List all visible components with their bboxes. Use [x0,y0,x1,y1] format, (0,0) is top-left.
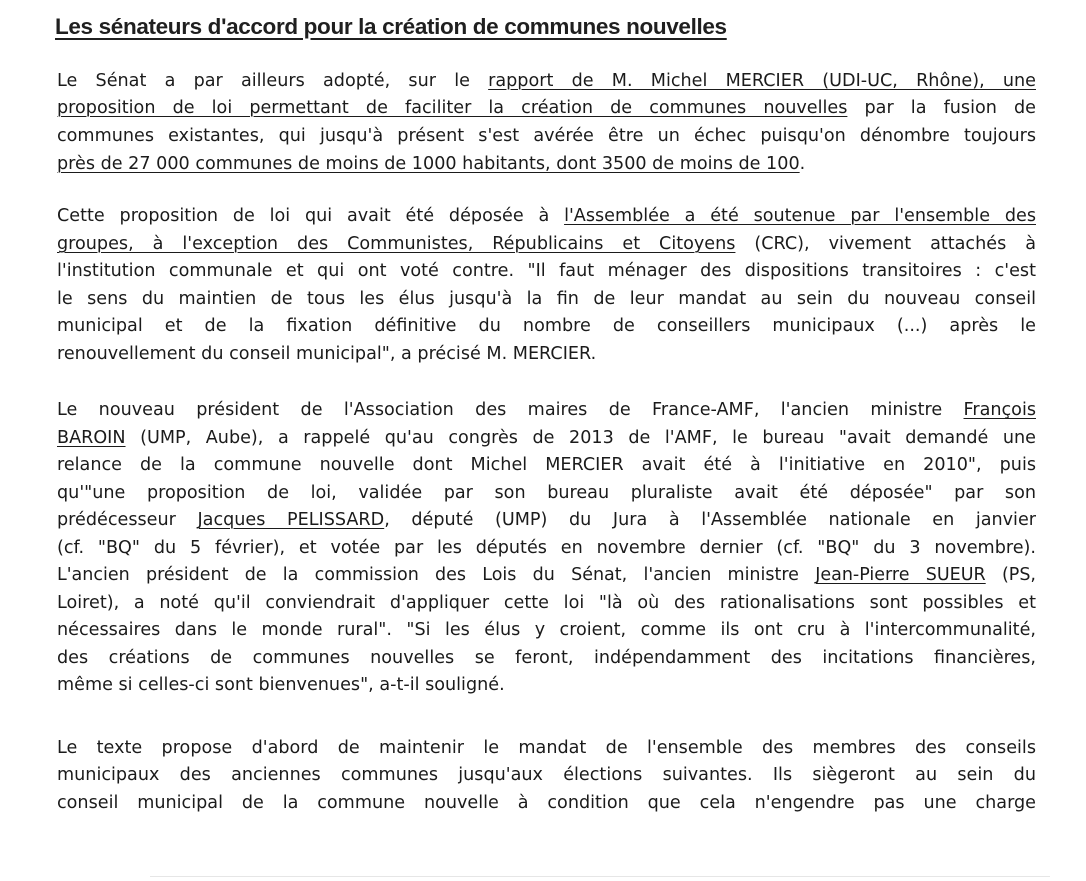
text-line: groupes, à l'exception des Communistes, Républicains et Citoyens (CRC), vivement attachés à [57,234,1036,254]
text-line: communes existantes, qui jusqu'à présent s'est avérée être un échec puisqu'on dénombre toujours [57,126,1036,146]
underlined-text: l'Assemblée a été soutenue par l'ensemble des [564,206,1036,226]
text-line: L'ancien président de la commission des Lois du Sénat, l'ancien ministre Jean-Pierre SUEUR (PS, [57,565,1036,585]
text-line: qu'"une proposition de loi, validée par son bureau pluraliste avait été déposée" par son [57,483,1036,503]
text-line: l'institution communale et qui ont voté contre. "Il faut ménager des dispositions transitoires : c'est [57,261,1036,281]
text-line: prédécesseur Jacques PELISSARD, député (UMP) du Jura à l'Assemblée nationale en janvier [57,510,1036,530]
text-line: Loiret), a noté qu'il conviendrait d'appliquer cette loi "là où des rationalisations sont possibles et [57,593,1036,613]
underlined-text: proposition de loi permettant de faciliter la création de communes nouvelles [57,98,848,118]
text-line: municipaux des anciennes communes jusqu'aux élections suivantes. Ils siègeront au sein du [57,765,1036,785]
text-line: (cf. "BQ" du 5 février), et votée par les députés en novembre dernier (cf. "BQ" du 3 novembre). [57,538,1036,558]
underlined-text: Jean-Pierre SUEUR [815,565,986,585]
text-line: Le texte propose d'abord de maintenir le mandat de l'ensemble des membres des conseils [57,738,1036,758]
text-line: conseil municipal de la commune nouvelle à condition que cela n'engendre pas une charge [57,793,1036,813]
text-line: relance de la commune nouvelle dont Michel MERCIER avait été à l'initiative en 2010", puis [57,455,1036,475]
underlined-text: groupes, à l'exception des Communistes, Républicains et Citoyens [57,234,736,254]
text-line: le sens du maintien de tous les élus jusqu'à la fin de leur mandat au sein du nouveau conseil [57,289,1036,309]
underlined-text: François [963,400,1036,420]
text-line: Le Sénat a par ailleurs adopté, sur le rapport de M. Michel MERCIER (UDI-UC, Rhône), une [57,71,1036,91]
underlined-text: près de 27 000 communes de moins de 1000 habitants, dont 3500 de moins de 100 [57,154,800,174]
underlined-text: Jacques PELISSARD [197,510,385,530]
text-line: proposition de loi permettant de faciliter la création de communes nouvelles par la fusion de [57,98,1036,118]
text-line: près de 27 000 communes de moins de 1000 habitants, dont 3500 de moins de 100. [57,154,806,174]
text-line: nécessaires dans le monde rural". "Si les élus y croient, comme ils ont cru à l'intercommunalité, [57,620,1036,640]
underlined-text: BAROIN [57,428,126,448]
text-line: municipal et de la fixation définitive du nombre de conseillers municipaux (...) après le [57,316,1036,336]
text-line: des créations de communes nouvelles se feront, indépendamment des incitations financières, [57,648,1036,668]
text-line: Le nouveau président de l'Association des maires de France-AMF, l'ancien ministre François [57,400,1036,420]
article-title: Les sénateurs d'accord pour la création de communes nouvelles [55,14,727,39]
underlined-text: rapport de M. Michel MERCIER (UDI-UC, Rhône), une [488,71,1036,91]
text-line: renouvellement du conseil municipal", a précisé M. MERCIER. [57,344,597,364]
page-edge-divider [150,876,1050,877]
text-line: même si celles-ci sont bienvenues", a-t-il souligné. [57,675,505,695]
text-line: Cette proposition de loi qui avait été déposée à l'Assemblée a été soutenue par l'ensemble des [57,206,1036,226]
text-line: BAROIN (UMP, Aube), a rappelé qu'au congrès de 2013 de l'AMF, le bureau "avait demandé une [57,428,1036,448]
